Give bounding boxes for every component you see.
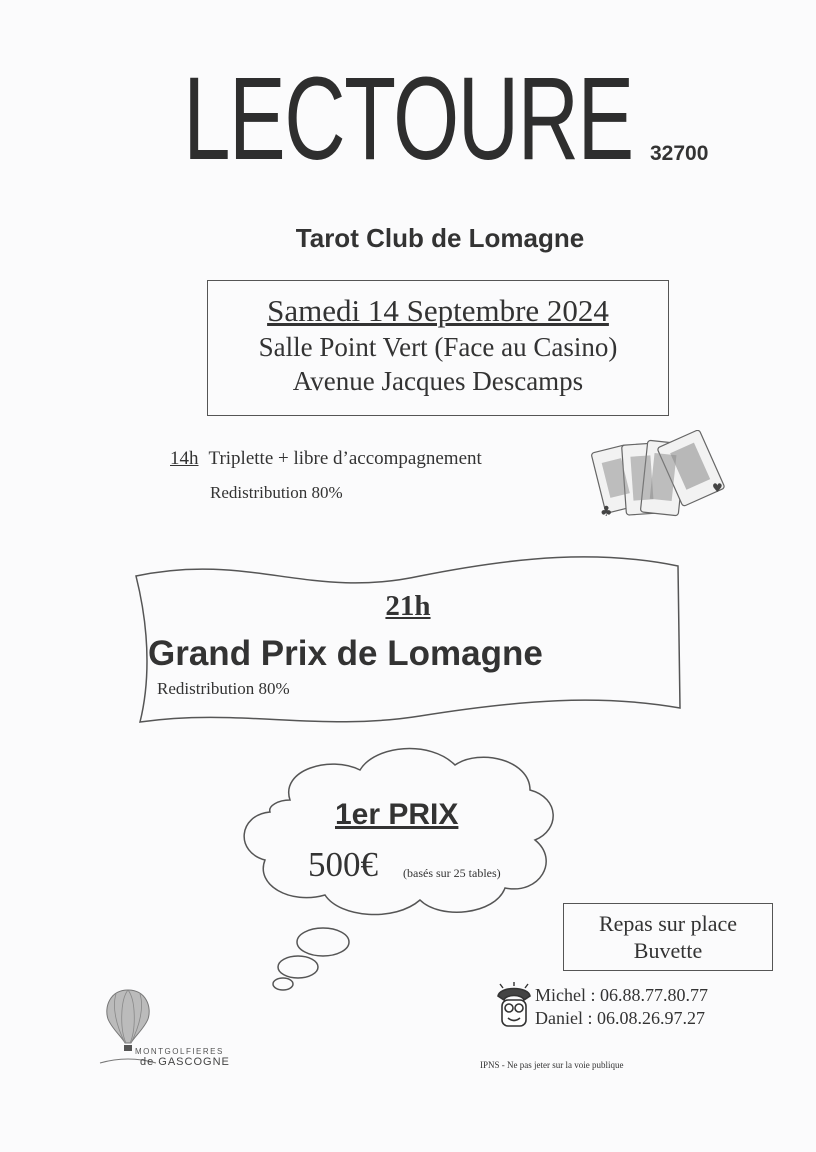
event-date: Samedi 14 Septembre 2024 bbox=[267, 293, 609, 328]
postal-code: 32700 bbox=[650, 142, 709, 165]
playing-cards-icon bbox=[588, 430, 738, 530]
evening-time: 21h bbox=[385, 590, 431, 622]
logo-text-bottom: de GASCOGNE bbox=[140, 1056, 230, 1068]
city-title: LECTOURE bbox=[183, 53, 633, 185]
event-address: Avenue Jacques Descamps bbox=[292, 366, 584, 396]
first-prize-label: 1er PRIX bbox=[335, 798, 459, 831]
ipns-notice: IPNS - Ne pas jeter sur la voie publique bbox=[480, 1060, 624, 1070]
grand-prix-title: Grand Prix de Lomagne bbox=[148, 634, 543, 673]
evening-redistribution: Redistribution 80% bbox=[157, 679, 290, 698]
logo-text-top: MONTGOLFIERES bbox=[135, 1047, 224, 1056]
prize-note: (basés sur 25 tables) bbox=[403, 866, 501, 880]
event-info-box bbox=[207, 280, 669, 416]
contact-daniel: Daniel : 06.08.26.97.27 bbox=[535, 1008, 705, 1028]
club-name: Tarot Club de Lomagne bbox=[295, 223, 585, 253]
event-venue: Salle Point Vert (Face au Casino) bbox=[258, 332, 618, 362]
amenities-box bbox=[563, 903, 773, 971]
contact-michel: Michel : 06.88.77.80.77 bbox=[535, 985, 708, 1005]
amenities-meal: Repas sur place bbox=[598, 911, 738, 936]
afternoon-session bbox=[170, 448, 482, 470]
svg-text:♣: ♣ bbox=[600, 504, 613, 520]
prize-amount: 500€ bbox=[308, 845, 378, 884]
afternoon-description: Triplette + libre d’accompagnement bbox=[208, 448, 482, 469]
telephone-icon bbox=[494, 982, 534, 1034]
amenities-bar: Buvette bbox=[633, 938, 703, 963]
svg-text:♥: ♥ bbox=[712, 481, 723, 495]
afternoon-redistribution: Redistribution 80% bbox=[210, 483, 343, 502]
afternoon-time: 14h bbox=[170, 448, 199, 469]
